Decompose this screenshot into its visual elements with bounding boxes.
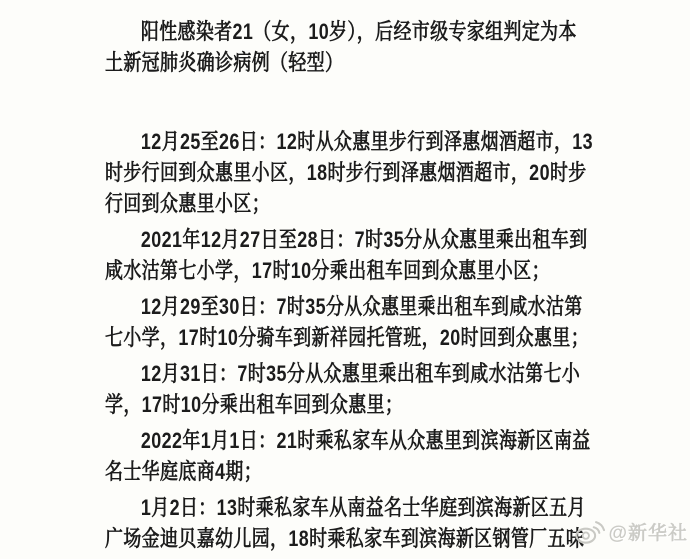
text-line: 行回到众惠里小区；: [105, 191, 271, 216]
paragraph: [105, 16, 602, 78]
text-line: 1月2日：13时乘私家车从南益名士华庭到滨海新区五月: [140, 495, 586, 520]
paragraph: [105, 224, 602, 286]
watermark: [575, 517, 688, 545]
paragraph: [105, 126, 602, 219]
text-line: 广场金迪贝嘉幼儿园，18时乘私家车到滨海新区钢管厂五味: [105, 526, 585, 551]
paragraph: [105, 425, 602, 487]
paragraph: [105, 358, 602, 420]
text-line: 名士华庭底商4期；: [105, 459, 263, 484]
text-line: 2021年12月27日至28日：7时35分从众惠里乘出租车到: [140, 227, 588, 252]
text-line: 七小学，17时10分骑车到新祥园托管班，20时回到众惠里；: [105, 325, 590, 350]
text-line: 2022年1月1日：21时乘私家车从众惠里到滨海新区南益: [140, 428, 591, 453]
text-line: 学，17时10分乘出租车回到众惠里；: [105, 392, 404, 417]
text-line: 咸水沽第七小学，17时10分乘出租车回到众惠里小区；: [105, 258, 550, 283]
text-line: 12月29至30日：7时35分从众惠里乘出租车到咸水沽第: [140, 294, 583, 319]
watermark-label: @新华社: [608, 522, 688, 544]
text-line: 12月25至26日：12时从众惠里步行到泽惠烟酒超市，13: [140, 129, 594, 154]
paragraph: [105, 291, 602, 353]
article-text: [105, 16, 602, 559]
text-line: 阳性感染者21（女，10岁），后经市级专家组判定为本: [140, 19, 577, 44]
paragraph: [105, 492, 602, 554]
text-line: 12月31日：7时35分从众惠里乘出租车到咸水沽第七小: [140, 361, 581, 386]
weibo-icon: [575, 517, 605, 545]
text-line: 时步行回到众惠里小区，18时步行到泽惠烟酒超市，20时步: [105, 160, 587, 185]
text-line: 土新冠肺炎确诊病例（轻型）: [105, 50, 344, 75]
